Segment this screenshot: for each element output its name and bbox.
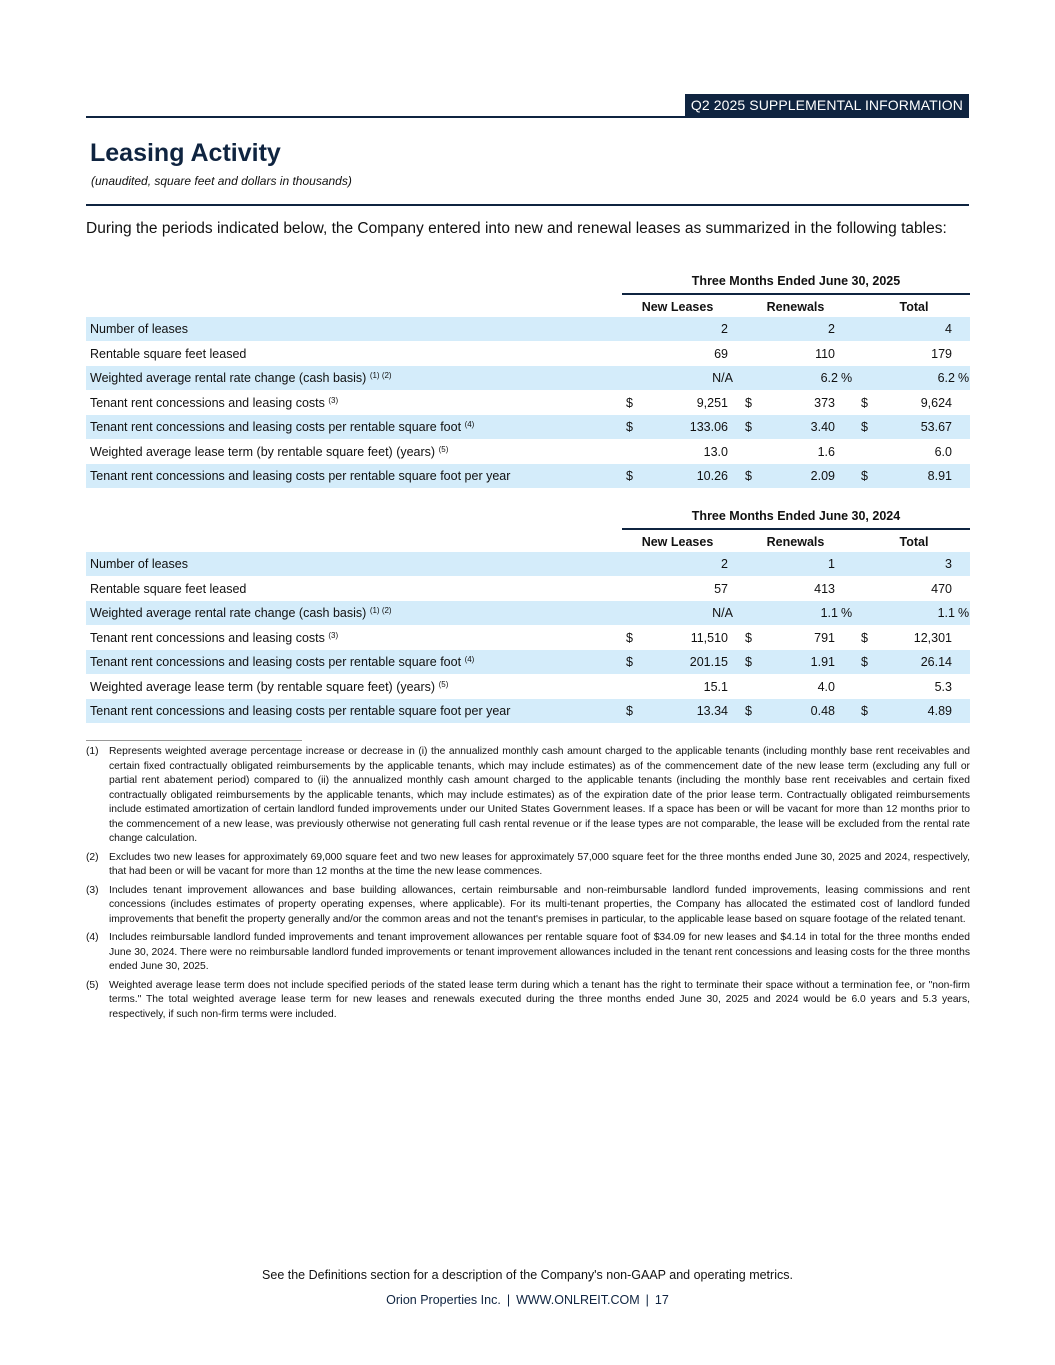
footnote-ref: (5) <box>438 444 449 454</box>
percent-sign: % <box>841 606 853 620</box>
dollar-sign: $ <box>745 395 752 410</box>
dollar-sign: $ <box>745 469 752 483</box>
table-row <box>86 650 970 674</box>
row-label-text: Weighted average rental rate change (cash basis) <box>90 606 367 620</box>
dollar-sign: $ <box>626 655 633 669</box>
period-heading: Three Months Ended June 30, 2024 <box>691 509 901 523</box>
row-label <box>90 322 188 336</box>
footnote-text: Represents weighted average percentage increase or decrease in (i) the annualized monthly cash amount charged to the applicable tenants (including monthly base rent receivables and certain fixed contractually obligated reimbursements by the applicable tenants, which may include estimates) as of the commencement date of the new lease term (excluding any full or partial rent abatement period) compared to (ii) the annualized monthly cash amount charged to the applicable tenants (including the monthly base rent receivables and certain fixed contractually obligated reimbursements by the applicable tenants, which may include estimates) as of the expiration date of the prior lease term. Contractually obligated reimbursements include estimated amortization of certain landlord funded improvements under our United States Government leases. If a space has been or will be vacant for more than 12 months prior to the commencement of a new lease, was previously otherwise not generating full cash rental revenue or if the lease types are not comparable, the lease will be excluded from the rental rate change calculation. <box>109 746 970 844</box>
cell-new-leases: 201.15 <box>689 655 728 669</box>
footnote-ref: (3) <box>328 630 339 640</box>
cell-renewals: 2.09 <box>810 469 835 483</box>
col-header-renewals: Renewals <box>766 300 825 314</box>
cell-total: 6.2 <box>937 371 955 385</box>
table-row <box>86 366 970 390</box>
intro-paragraph: During the periods indicated below, the Company entered into new and renewal leases as summarized in the following tables: <box>86 220 947 237</box>
footnote-number: (4) <box>86 932 99 943</box>
cell-new-leases: 133.06 <box>689 420 728 434</box>
cell-new-leases: 15.1 <box>703 679 728 694</box>
row-label-text: Tenant rent concessions and leasing costs <box>90 395 325 410</box>
row-label-text: Tenant rent concessions and leasing costs per rentable square foot per year <box>90 704 511 718</box>
cell-new-leases: 69 <box>714 346 728 361</box>
footnote-text: Includes tenant improvement allowances and base building allowances, certain reimbursable and non-reimbursable landlord funded improvements, leasing commissions and rent concessions (includes estimates of property operating expenses, where applicable). For its multi-tenant properties, the Company has allocated the estimated cost of landlord funded improvements that benefit the property generally and/or the common areas and not the tenant's premises in particular, to the applicable lease based on square footage of the related tenant. <box>109 884 970 925</box>
cell-new-leases: 2 <box>721 557 728 571</box>
cell-renewals: 413 <box>814 581 835 596</box>
row-label-text: Weighted average rental rate change (cash basis) <box>90 371 367 385</box>
period-rule <box>622 293 970 295</box>
footnote-number: (2) <box>86 851 99 863</box>
footnote-ref: (5) <box>438 679 449 689</box>
row-label <box>90 371 392 385</box>
row-label-text: Rentable square feet leased <box>90 581 247 596</box>
cell-new-leases: 13.0 <box>703 444 728 459</box>
row-label-text: Number of leases <box>90 557 188 571</box>
cell-new-leases: 2 <box>721 322 728 336</box>
cell-renewals: 1.6 <box>817 444 835 459</box>
percent-sign: % <box>958 371 970 385</box>
table-row <box>86 440 970 464</box>
table-row <box>86 552 970 576</box>
dollar-sign: $ <box>745 704 752 718</box>
dollar-sign: $ <box>745 420 752 434</box>
page-number: 17 <box>654 1293 669 1307</box>
cell-total: 6.0 <box>934 444 952 459</box>
cell-total: 53.67 <box>920 420 952 434</box>
footer-separator: | <box>506 1293 511 1307</box>
cell-renewals: 3.40 <box>810 420 835 434</box>
cell-total: 470 <box>931 581 952 596</box>
dollar-sign: $ <box>861 704 868 718</box>
supplemental-badge: Q2 2025 SUPPLEMENTAL INFORMATION <box>685 94 969 116</box>
row-label-text: Weighted average lease term (by rentable square feet) (years) <box>90 444 436 459</box>
cell-new-leases: 9,251 <box>696 395 728 410</box>
cell-renewals: 1 <box>828 557 835 571</box>
leasing-table-2025 <box>86 274 970 489</box>
cell-new-leases: 10.26 <box>696 469 728 483</box>
footnote-text: Includes reimbursable landlord funded improvements and tenant improvement allowances per rentable square foot of $34.09 for new leases and $4.14 in total for the three months ended June 30, 2024. There were no reimbursable landlord funded improvements or tenant improvement allowances included in the tenant rent concessions and leasing costs for the three months ended June 30, 2025. <box>109 932 970 972</box>
cell-total: 26.14 <box>920 655 952 669</box>
row-label-text: Weighted average lease term (by rentable square feet) (years) <box>90 679 436 694</box>
dollar-sign: $ <box>861 655 868 669</box>
footnote-text: Excludes two new leases for approximately 69,000 square feet and two new leases for approximately 57,000 square feet for the three months ended June 30, 2025 and 2024, respectively, that had been or will be vacant for more than 12 months at the time the new lease commences. <box>109 851 970 877</box>
row-label-text: Rentable square feet leased <box>90 346 247 361</box>
footer-company: Orion Properties Inc. <box>386 1293 501 1307</box>
table-row <box>86 464 970 488</box>
table-row <box>86 626 970 650</box>
header-rule <box>86 116 969 118</box>
row-label <box>90 396 338 410</box>
cell-new-leases: N/A <box>712 371 733 385</box>
cell-total: 5.3 <box>934 679 952 694</box>
table-row <box>86 391 970 415</box>
col-header-new-leases: New Leases <box>641 535 714 549</box>
footnote <box>86 745 970 847</box>
period-heading: Three Months Ended June 30, 2025 <box>691 274 901 288</box>
footnote-ref: (1) (2) <box>369 371 392 380</box>
row-label-text: Tenant rent concessions and leasing costs per rentable square foot <box>90 420 462 434</box>
dollar-sign: $ <box>626 420 633 434</box>
footnote-ref: (1) (2) <box>369 606 392 615</box>
cell-new-leases: 13.34 <box>696 704 728 718</box>
cell-renewals: 373 <box>814 395 835 410</box>
footnote-ref: (4) <box>464 655 475 664</box>
cell-total: 9,624 <box>920 395 952 410</box>
table-row <box>86 675 970 699</box>
cell-renewals: 2 <box>828 322 835 336</box>
row-label-text: Tenant rent concessions and leasing costs per rentable square foot per year <box>90 469 511 483</box>
dollar-sign: $ <box>861 630 868 645</box>
dollar-sign: $ <box>626 395 633 410</box>
row-label <box>90 655 474 669</box>
dollar-sign: $ <box>626 469 633 483</box>
table-row <box>86 577 970 601</box>
footnote <box>86 851 970 880</box>
footnote <box>86 884 970 928</box>
col-header-total: Total <box>899 535 929 549</box>
row-label <box>90 445 448 459</box>
cell-total: 1.1 <box>937 606 955 620</box>
col-header-new-leases: New Leases <box>641 300 714 314</box>
footer-line <box>0 1293 1055 1307</box>
cell-renewals: 4.0 <box>817 679 835 694</box>
footnote <box>86 979 970 1023</box>
table-row <box>86 342 970 366</box>
cell-total: 3 <box>945 557 952 571</box>
cell-total: 179 <box>931 346 952 361</box>
table-row <box>86 317 970 341</box>
dollar-sign: $ <box>861 420 868 434</box>
percent-sign: % <box>841 371 853 385</box>
cell-total: 4.89 <box>927 704 952 718</box>
row-label <box>90 469 510 483</box>
dollar-sign: $ <box>861 395 868 410</box>
cell-renewals: 0.48 <box>810 704 835 718</box>
title-rule <box>86 204 969 206</box>
cell-renewals: 791 <box>814 630 835 645</box>
cell-renewals: 1.91 <box>810 655 835 669</box>
cell-renewals: 1.1 <box>820 606 838 620</box>
table-row <box>86 601 970 625</box>
row-label <box>90 631 338 645</box>
row-label <box>90 606 392 620</box>
page-title: Leasing Activity <box>90 139 281 167</box>
footnote-ref: (3) <box>328 395 339 405</box>
cell-renewals: 110 <box>815 346 835 361</box>
cell-renewals: 6.2 <box>820 371 838 385</box>
dollar-sign: $ <box>861 469 868 483</box>
dollar-sign: $ <box>626 704 633 718</box>
footnote-ref: (4) <box>464 420 475 429</box>
footnote-number: (3) <box>86 884 99 896</box>
table-row <box>86 415 970 439</box>
cell-new-leases: N/A <box>712 606 733 620</box>
cell-total: 8.91 <box>927 469 952 483</box>
col-header-total: Total <box>899 300 929 314</box>
percent-sign: % <box>958 606 970 620</box>
dollar-sign: $ <box>745 655 752 669</box>
footnote-number: (1) <box>86 746 99 757</box>
dollar-sign: $ <box>626 630 633 645</box>
row-label <box>90 680 448 694</box>
row-label <box>90 704 510 718</box>
row-label-text: Tenant rent concessions and leasing costs per rentable square foot <box>90 655 462 669</box>
dollar-sign: $ <box>745 630 752 645</box>
footnote-text: Weighted average lease term does not include specified periods of the stated lease term during which a tenant has the right to terminate their space without a termination fee, or "non-firm terms." The total weighted average lease term for new leases and renewals executed during the three months ended June 30, 2025 and 2024 would be 6.0 years and 5.3 years, respectively, if such non-firm terms were included. <box>109 979 970 1020</box>
period-rule <box>622 528 970 530</box>
row-label <box>90 347 246 361</box>
definitions-note: See the Definitions section for a description of the Company's non-GAAP and operating metrics. <box>262 1268 793 1282</box>
footer-website[interactable]: WWW.ONLREIT.COM <box>516 1293 640 1307</box>
row-label <box>90 420 474 434</box>
cell-new-leases: 11,510 <box>690 630 728 645</box>
row-label <box>90 582 246 596</box>
cell-total: 12,301 <box>913 630 952 645</box>
page-subtitle: (unaudited, square feet and dollars in thousands) <box>91 174 352 188</box>
leasing-table-2024 <box>86 509 970 724</box>
footnote-divider <box>86 740 302 741</box>
row-label-text: Tenant rent concessions and leasing costs <box>90 630 325 645</box>
table-row <box>86 699 970 723</box>
row-label-text: Number of leases <box>90 322 188 336</box>
col-header-renewals: Renewals <box>766 535 825 549</box>
row-label <box>90 557 188 571</box>
footnote <box>86 931 970 975</box>
cell-new-leases: 57 <box>714 581 728 596</box>
footer-separator: | <box>645 1293 649 1307</box>
cell-total: 4 <box>945 322 952 336</box>
footnotes <box>86 745 970 1026</box>
footnote-number: (5) <box>86 979 99 991</box>
